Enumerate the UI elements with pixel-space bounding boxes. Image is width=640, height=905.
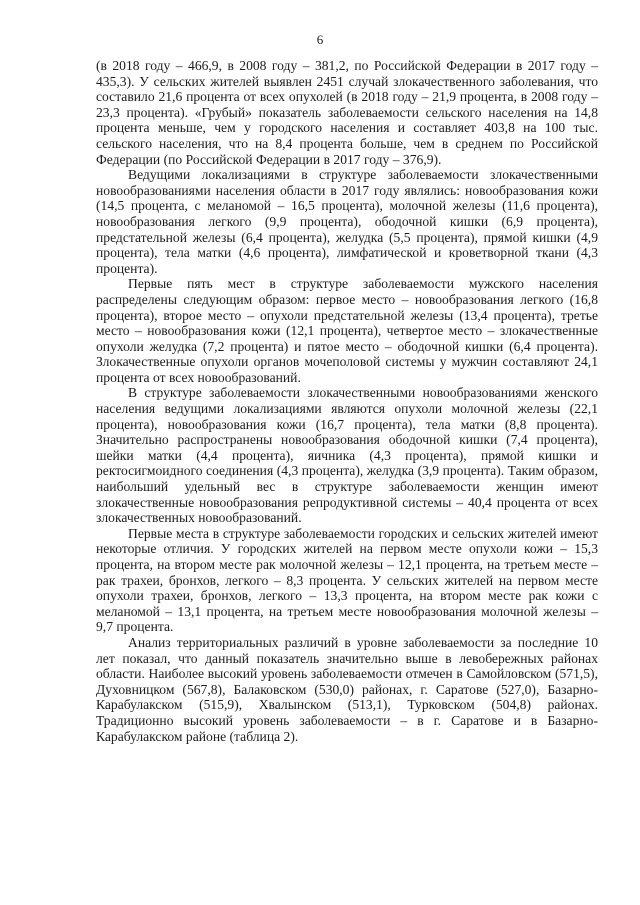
paragraph-urban-rural-differences: Первые места в структуре заболеваемости городских и сельских жителей имеют некоторые отличия. У городских жителей на первом месте опухоли кожи – 15,3 процента, на втором месте рак молочной железы – 12,1 процента, на третьем месте – рак трахеи, бронхов, легкого – 8,3 процента. У сельских жителей на первом месте опухоли трахеи, бронхов, легкого – 13,3 процента, на втором месте рак кожи с меланомой – 13,1 процента, на третьем месте новообразования молочной железы – 9,7 процента. (96, 525, 598, 635)
body-text (96, 58, 598, 744)
paragraph-incidence-rural: (в 2018 году – 466,9, в 2008 году – 381,2, по Российской Федерации в 2017 году – 435,3). У сельских жителей выявлен 2451 случай злокачественного заболевания, что составило 21,6 процента от всех опухолей (в 2018 году – 21,9 процента, в 2008 году – 23,3 процента). «Грубый» показатель заболеваемости сельского населения на 14,8 процента меньше, чем у городского населения и составляет 403,8 на 100 тыс. сельского населения, что на 8,4 процента больше, чем в среднем по Российской Федерации (по Российской Федерации в 2017 году – 376,9). (96, 58, 598, 167)
paragraph-leading-localizations: Ведущими локализациями в структуре заболеваемости злокачественными новообразованиями населения области в 2017 году являлись: новообразования кожи (14,5 процента, с меланомой – 16,5 процента), молочной железы (11,6 процента), новообразования легкого (9,9 процента), ободочной кишки (6,9 процента), предстательной железы (6,4 процента), желудка (5,5 процента), прямой кишки (4,9 процента), тела матки (4,6 процента), лимфатической и кроветворной ткани (4,3 процента). (96, 167, 598, 276)
paragraph-male-structure: Первые пять мест в структуре заболеваемости мужского населения распределены следующим образом: первое место – новообразования легкого (16,8 процента), второе место – опухоли предстательной железы (13,4 процента), третье место – новообразования кожи (12,1 процента), четвертое место – злокачественные опухоли желудка (7,2 процента) и пятое место – ободочной кишки (6,4 процента). Злокачественные опухоли органов мочеполовой системы у мужчин составляют 24,1 процента от всех новообразований. (96, 276, 598, 385)
paragraph-territorial-analysis: Анализ территориальных различий в уровне заболеваемости за последние 10 лет показал, что данный показатель значительно выше в левобережных районах области. Наиболее высокий уровень заболеваемости отмечен в Самойловском (571,5), Духовницком (567,8), Балаковском (530,0) районах, г. Саратове (527,0), Базарно-Карабулакском (515,9), Хвалынском (513,1), Турковском (504,8) районах. Традиционно высокий уровень заболеваемости – в г. Саратове и в Базарно-Карабулакском районе (таблица 2). (96, 634, 598, 744)
paragraph-female-structure: В структуре заболеваемости злокачественными новообразованиями женского населения ведущими локализациями являются опухоли молочной железы (22,1 процента), новообразования кожи (16,7 процента), тела матки (8,8 процента). Значительно распространены новообразования ободочной кишки (7,4 процента), шейки матки (4,4 процента), яичника (4,3 процента), прямой кишки и ректосигмоидного соединения (4,3 процента), желудка (3,9 процента). Таким образом, наибольший удельный вес в структуре заболеваемости женщин имеют злокачественные новообразования репродуктивной системы – 40,4 процента от всех злокачественных новообразований. (96, 385, 598, 526)
page-number: 6 (316, 32, 324, 47)
